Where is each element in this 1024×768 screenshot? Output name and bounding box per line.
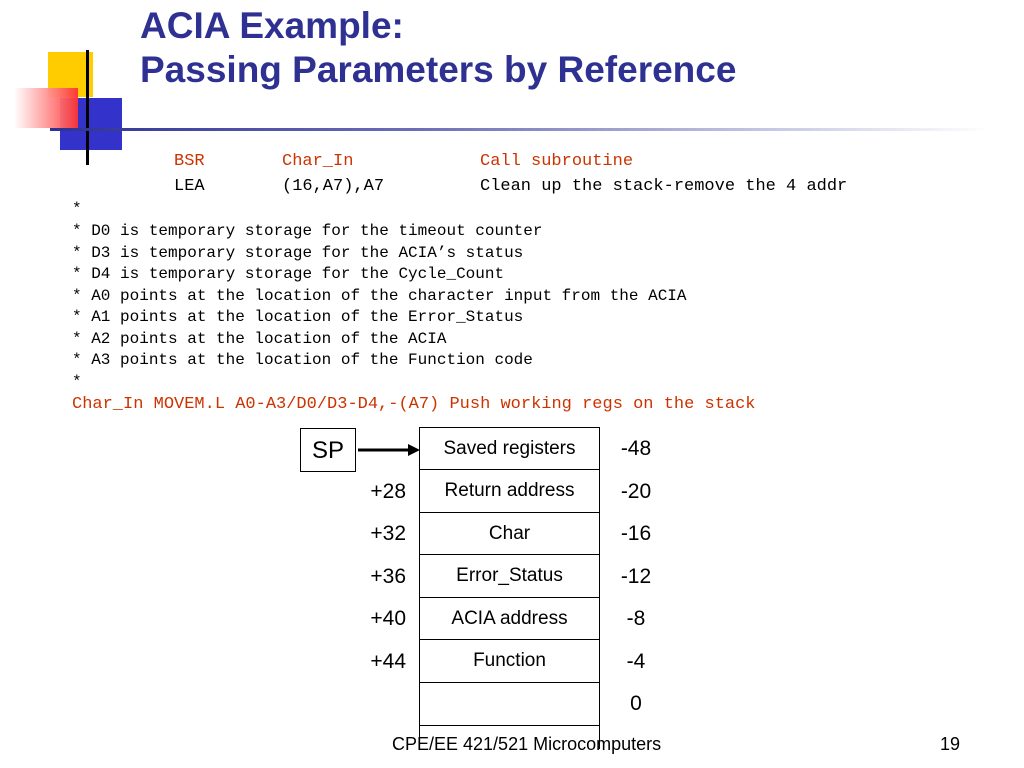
neg-offset-label: -12 [620,565,652,588]
comment-line: * D0 is temporary storage for the timeout counter [72,222,543,240]
offset-label: +36 [370,565,406,588]
title-underline [50,128,990,131]
code-comment-bsr: Call subroutine [480,152,634,171]
comment-line: * [72,373,82,391]
stack-cell-empty [420,682,599,726]
offset-label: +44 [370,650,406,673]
title-line-2: Passing Parameters by Reference [140,49,737,90]
movem-highlight-line: Char_In MOVEM.L A0-A3/D0/D3-D4,-(A7) Push working regs on the stack [72,395,756,414]
code-operand-bsr: Char_In [282,152,354,171]
code-op-lea: LEA [174,177,205,196]
stack-cell-return-address: Return address [420,469,599,512]
code-operand-lea: (16,A7),A7 [282,177,385,196]
code-comment-lea: Clean up the stack-remove the 4 addr [480,177,848,196]
comment-line: * A2 points at the location of the ACIA [72,330,447,348]
stack-cell-saved-registers: Saved registers [420,427,599,470]
comment-line: * A0 points at the location of the character input from the ACIA [72,287,687,305]
stack-cell-char: Char [420,512,599,555]
stack-pointer-box: SP [300,428,356,472]
offset-label: +32 [370,522,406,545]
stack-cell-acia-address: ACIA address [420,597,599,640]
comment-line: * [72,200,82,218]
footer-text: CPE/EE 421/521 Microcomputers [392,734,662,754]
neg-offset-label: -20 [620,480,652,503]
neg-offset-label: -4 [626,650,646,673]
neg-offset-label: 0 [630,692,642,715]
title-line-1: ACIA Example: [140,5,404,46]
comment-line: * A3 points at the location of the Function code [72,351,533,369]
corner-red-square [14,88,78,128]
neg-offset-label: -48 [620,437,652,460]
stack-cell-error-status: Error_Status [420,554,599,597]
code-op-bsr: BSR [174,152,205,171]
stack-pointer-arrow [356,440,422,460]
slide-title [140,4,736,92]
page-number: 19 [940,734,961,754]
comment-line: * D3 is temporary storage for the ACIA’s status [72,244,524,262]
neg-offset-label: -8 [626,607,646,630]
stack-cell-function: Function [420,639,599,682]
offset-label: +28 [370,480,406,503]
comment-line: * A1 points at the location of the Error_Status [72,308,524,326]
neg-offset-label: -16 [620,522,652,545]
stack-frame [419,427,600,749]
offset-label: +40 [370,607,406,630]
corner-vertical-line [86,50,89,165]
comment-line: * D4 is temporary storage for the Cycle_Count [72,265,505,283]
